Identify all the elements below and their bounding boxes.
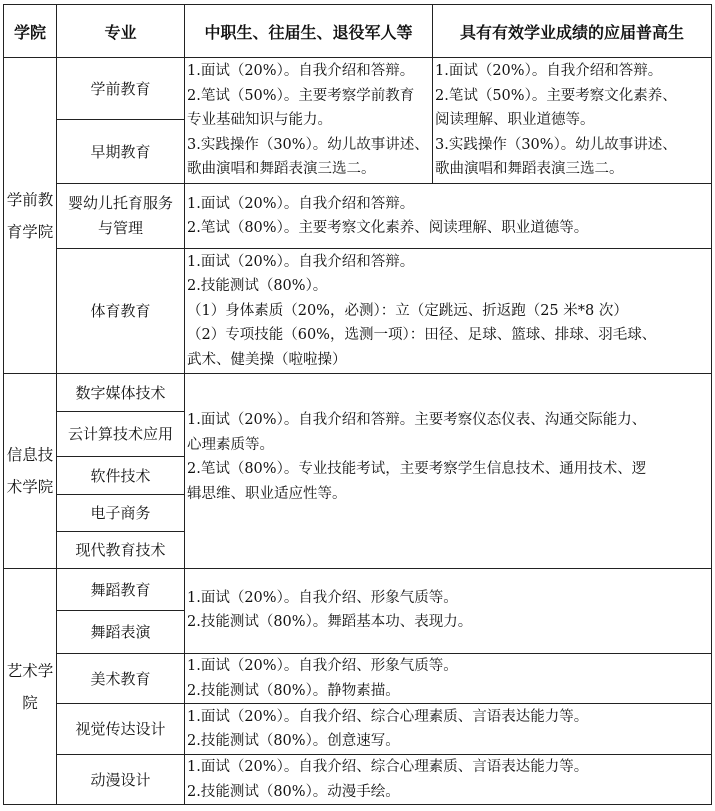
major-early-education	[56, 119, 185, 184]
major-text: 动漫设计	[90, 770, 151, 789]
req-line: 2.技能测试（80%）。静物素描。	[187, 682, 400, 699]
major-fine-art-education	[56, 653, 185, 704]
major-text: 舞蹈教育	[90, 580, 151, 599]
req-line: 1.面试（20%）。自我介绍、形象气质等。	[187, 658, 458, 674]
college-it-line2: 术学院	[6, 478, 54, 496]
req-pe	[184, 248, 712, 374]
req-line: 歌曲演唱和舞蹈表演三选二。	[435, 161, 624, 178]
header-major-text: 专业	[104, 22, 137, 42]
major-text: 美术教育	[90, 669, 151, 688]
req-preschool-early-highschool	[432, 57, 712, 184]
req-line: 2.技能测试（80%）。舞蹈基本功、表现力。	[187, 614, 473, 630]
req-dance	[184, 568, 712, 654]
major-text-line1: 婴幼儿托育服务	[67, 194, 173, 212]
req-line: 2.笔试（50%）。主要考察学前教育	[187, 87, 415, 104]
req-line: 2.笔试（80%）。专业技能考试，主要考察学生信息技术、通用技术、逻	[187, 461, 647, 477]
req-line: 1.面试（20%）。自我介绍和答辩。	[187, 195, 415, 212]
req-line: 1.面试（20%）。自我介绍、综合心理素质、言语表达能力等。	[187, 708, 589, 725]
req-line: 1.面试（20%）。自我介绍、综合心理素质、言语表达能力等。	[187, 759, 589, 775]
major-preschool-education	[56, 57, 185, 120]
req-line: 1.面试（20%）。自我介绍和答辩。	[187, 253, 415, 270]
req-line: 专业基础知识与能力。	[187, 112, 332, 129]
req-line: 2.技能测试（80%）。	[187, 278, 328, 295]
college-art-line1: 艺术学	[6, 661, 54, 680]
req-line: 1.面试（20%）。自我介绍和答辩。	[435, 63, 663, 80]
req-preschool-early-vocational	[184, 57, 433, 184]
major-cloud-computing	[56, 411, 185, 457]
req-line: 2.笔试（50%）。主要考察文化素养、	[435, 87, 677, 104]
major-text: 舞蹈表演	[90, 623, 151, 641]
major-text: 数字媒体技术	[75, 383, 166, 402]
major-text-line2: 与管理	[97, 219, 143, 237]
req-line: （2）专项技能（60%，选测一项）：田径、足球、篮球、排球、羽毛球、	[187, 327, 657, 344]
req-it	[184, 373, 712, 569]
major-text: 早期教育	[90, 142, 151, 161]
req-line: 阅读理解、职业道德等。	[435, 112, 595, 129]
major-modern-edu-tech	[56, 531, 185, 569]
req-animation-design	[184, 754, 712, 805]
major-text: 电子商务	[90, 504, 151, 522]
major-ecommerce	[56, 494, 185, 532]
major-visual-communication	[56, 703, 185, 755]
header-vocational-text: 中职生、往届生、退役军人等	[204, 22, 413, 42]
req-visual-communication	[184, 703, 712, 755]
req-fine-art	[184, 653, 712, 704]
college-it-line1: 信息技	[6, 446, 54, 464]
req-line: （1）身体素质（20%，必测）：立（定跳远、折返跑（25 米*8 次）	[187, 302, 628, 319]
college-art	[3, 568, 57, 805]
major-text: 软件技术	[90, 466, 151, 485]
major-text: 学前教育	[90, 79, 151, 98]
req-line: 歌曲演唱和舞蹈表演三选二。	[187, 161, 376, 178]
major-text: 视觉传达设计	[75, 720, 166, 738]
major-pe	[56, 248, 185, 374]
college-art-line2: 院	[22, 693, 38, 712]
req-line: 辑思维、职业适应性等。	[187, 485, 347, 502]
major-dance-performance	[56, 610, 185, 654]
header-major	[56, 4, 185, 58]
req-line: 心理素质等。	[187, 436, 274, 453]
req-line: 2.笔试（80%）。主要考察文化素养、阅读理解、职业道德等。	[187, 220, 589, 236]
req-line: 3.实践操作（30%）。幼儿故事讲述、	[435, 136, 677, 153]
req-line: 1.面试（20%）。自我介绍和答辩。主要考察仪态仪表、沟通交际能力、	[187, 412, 647, 428]
req-line: 2.技能测试（80%）。动漫手绘。	[187, 783, 400, 800]
header-highschool	[432, 4, 712, 58]
header-vocational	[184, 4, 433, 58]
major-infant-care	[56, 183, 185, 249]
req-line: 2.技能测试（80%）。创意速写。	[187, 733, 400, 749]
header-highschool-text: 具有有效学业成绩的应届普高生	[459, 22, 684, 42]
major-digital-media	[56, 373, 185, 412]
major-text: 云计算技术应用	[67, 425, 173, 443]
header-college-text: 学院	[13, 22, 46, 42]
major-text: 体育教育	[90, 302, 151, 320]
req-line: 1.面试（20%）。自我介绍和答辩。	[187, 63, 415, 80]
admission-exam-table	[3, 4, 712, 805]
college-preschool-line1: 学前教	[6, 190, 54, 209]
major-software	[56, 456, 185, 495]
college-preschool-line2: 育学院	[6, 222, 54, 241]
header-college	[3, 4, 57, 58]
req-line: 武术、健美操（啦啦操）	[187, 351, 347, 368]
req-line: 1.面试（20%）。自我介绍、形象气质等。	[187, 589, 458, 606]
major-text: 现代教育技术	[75, 541, 166, 559]
college-it	[3, 373, 57, 569]
college-preschool	[3, 57, 57, 374]
major-dance-education	[56, 568, 185, 611]
req-line: 3.实践操作（30%）。幼儿故事讲述、	[187, 136, 429, 153]
major-animation-design	[56, 754, 185, 805]
req-infant-care	[184, 183, 712, 249]
